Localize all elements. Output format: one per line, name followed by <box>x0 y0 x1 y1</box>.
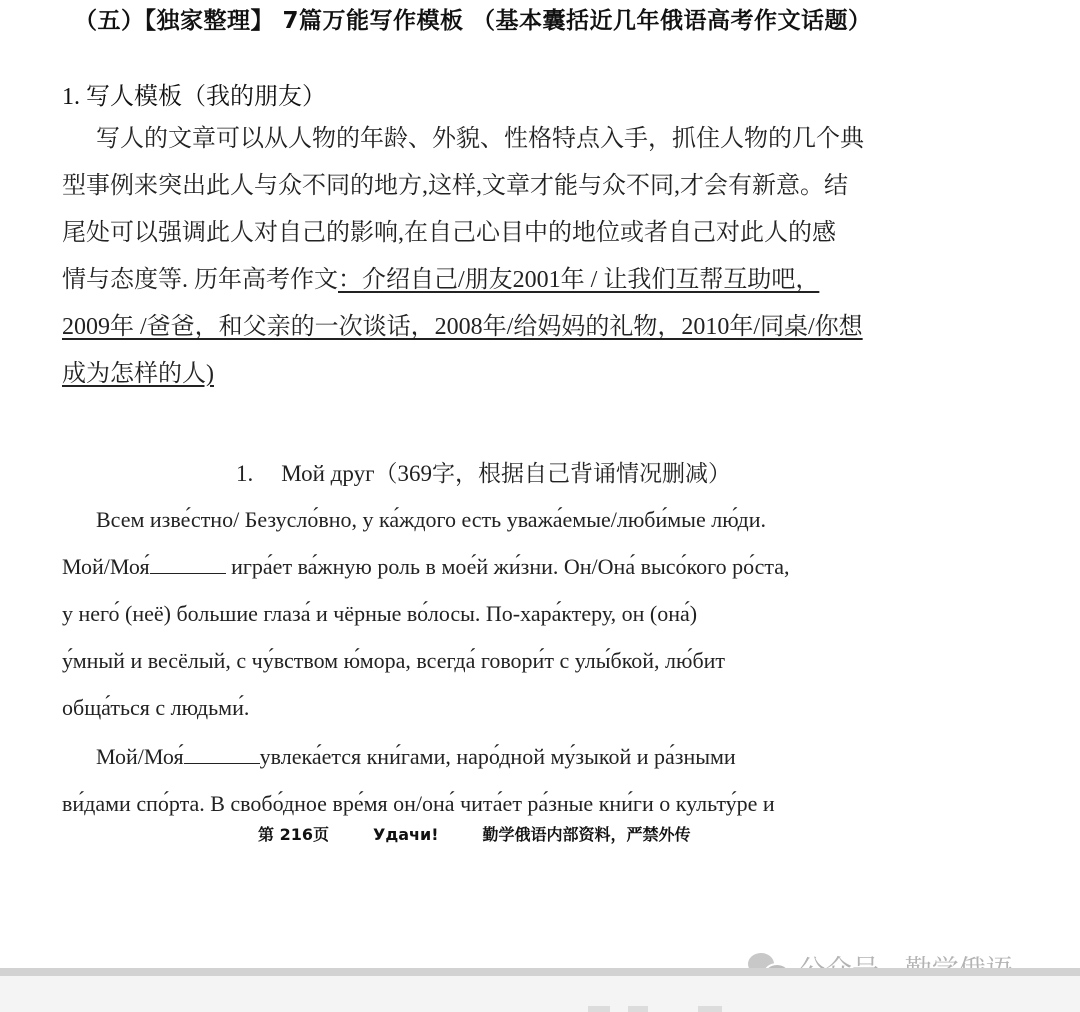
essay-title <box>236 455 731 488</box>
intro-line-1: 写人的文章可以从人物的年龄、外貌、性格特点入手，抓住人物的几个典 <box>96 126 864 152</box>
intro-line-4 <box>62 257 912 304</box>
essay-paragraph-2 <box>62 733 912 827</box>
page-footer <box>258 822 735 845</box>
essay-p2-line-1 <box>62 733 912 780</box>
intro-line-6: 成为怎样的人) <box>62 361 214 387</box>
fill-in-blank <box>184 743 260 764</box>
section-heading: （五）【独家整理】 7篇万能写作模板 （基本囊括近几年俄语高考作文话题） <box>74 8 872 34</box>
template-subheading: 1. 写人模板（我的朋友） <box>62 84 326 110</box>
footer-notice: 勤学俄语内部资料，严禁外传 <box>482 825 691 844</box>
intro-paragraph <box>62 116 912 398</box>
essay-p1-line-2-end: игра́ет ва́жную роль в мое́й жи́зни. Он/Она́ высо́кого ро́ста, <box>225 554 790 579</box>
footer-greeting: Удачи! <box>372 825 439 844</box>
essay-title-text: Мой друг（369字，根据自己背诵情况删减） <box>281 461 732 486</box>
intro-line-3: 尾处可以强调此人对自己的影响,在自己心目中的地位或者自己对此人的感 <box>62 220 836 246</box>
essay-p2-line-1-start: Мой/Моя́ <box>96 744 184 769</box>
page-number: 第 216页 <box>258 825 329 844</box>
fill-in-blank <box>150 553 226 574</box>
essay-p1-line-3: у него́ (неё) большие глаза́ и чёрные во́лосы. По-хара́ктеру, он (она́) <box>62 601 698 626</box>
essay-p1-line-1: Всем изве́стно/ Безусло́вно, у ка́ждого есть уважа́емые/люби́мые лю́ди. <box>96 507 766 532</box>
intro-line-2: 型事例来突出此人与众不同的地方,这样,文章才能与众不同,才会有新意。结 <box>62 173 848 199</box>
essay-paragraph-1 <box>62 496 912 731</box>
essay-p1-line-2-start: Мой/Моя́ <box>62 554 150 579</box>
essay-number: 1. <box>236 461 254 486</box>
page-divider <box>0 968 1080 976</box>
essay-p1-line-5: обща́ться с людьми́. <box>62 695 250 720</box>
essay-p1-line-4: у́мный и весёлый, с чу́вством ю́мора, всегда́ говори́т с улы́бкой, лю́бит <box>62 648 726 673</box>
intro-line-5: 2009年 /爸爸，和父亲的一次谈话，2008年/给妈妈的礼物，2010年/同桌/你想 <box>62 314 863 340</box>
essay-p1-line-2 <box>62 543 912 590</box>
essay-p2-line-2: ви́дами спо́рта. В свобо́дное вре́мя он/она́ чита́ет ра́зные кни́ги о культу́ре и <box>62 791 775 816</box>
essay-p2-line-1-end: увлека́ется кни́гами, наро́дной му́зыкой и ра́зными <box>259 744 736 769</box>
intro-line-4-text: 情与态度等. 历年高考作文 <box>62 267 338 293</box>
past-topics-underlined: ：介绍自己/朋友2001年 / 让我们互帮互助吧， <box>338 267 820 293</box>
next-page-strip <box>0 976 1080 1012</box>
